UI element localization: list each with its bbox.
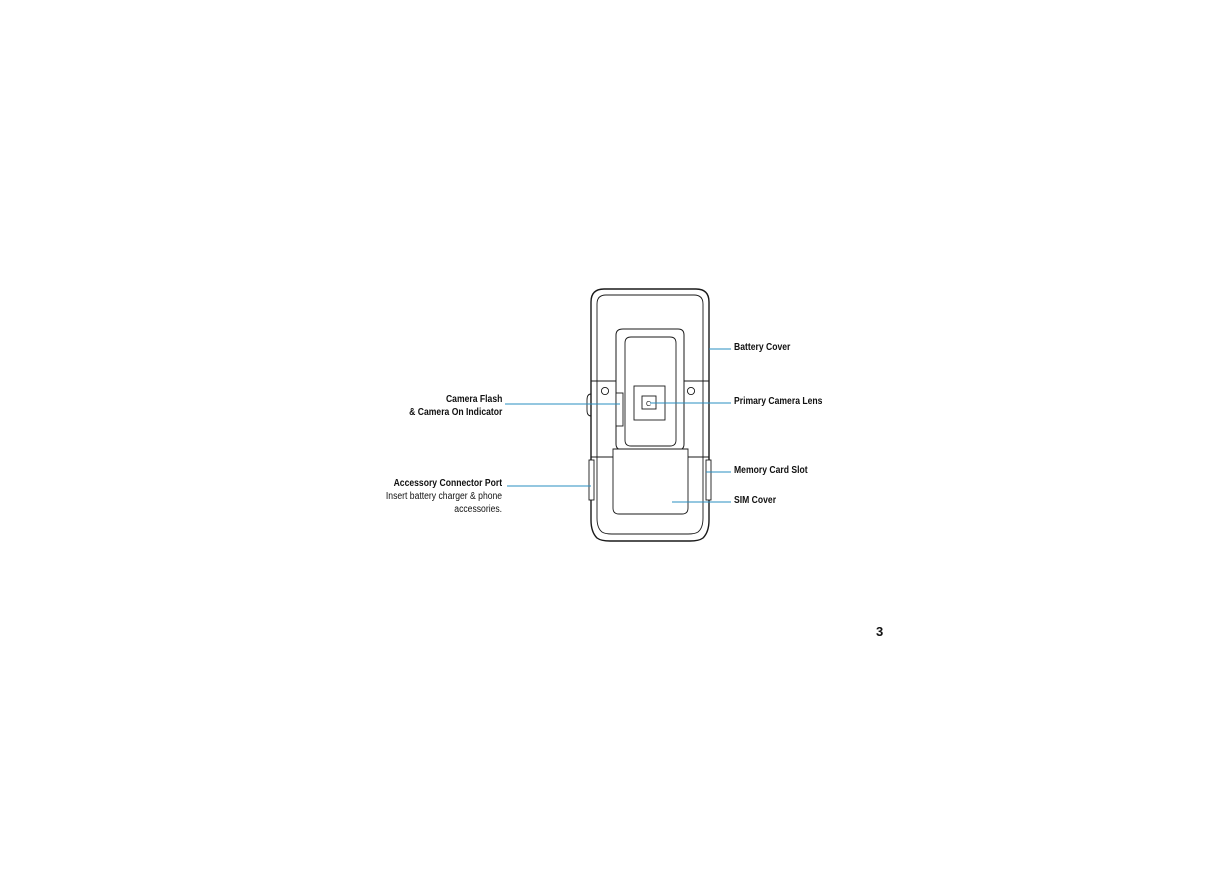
accessory-port-title: Accessory Connector Port: [393, 478, 502, 489]
label-primary-camera-lens: [734, 395, 837, 408]
label-camera-flash: [394, 393, 502, 419]
label-sim-cover: [734, 494, 783, 507]
sim-cover-outline: [613, 449, 688, 514]
screw-right: [687, 387, 694, 394]
screw-left: [601, 387, 608, 394]
primary-camera-lens-text: Primary Camera Lens: [734, 396, 823, 407]
battery-cover-text: Battery Cover: [734, 342, 791, 353]
page-number: 3: [876, 624, 884, 639]
memory-card-slot-text: Memory Card Slot: [734, 465, 808, 476]
sim-cover-text: SIM Cover: [734, 495, 777, 506]
accessory-port-desc-line1: Insert battery charger & phone: [385, 491, 502, 502]
accessory-port-desc-line2: accessories.: [454, 504, 502, 515]
label-memory-card-slot: [734, 464, 820, 477]
camera-lens-mark: C: [646, 401, 652, 408]
accessory-port: [589, 460, 594, 500]
camera-flash-text-line1: Camera Flash: [445, 394, 502, 405]
camera-flash: [616, 393, 623, 426]
label-accessory-connector-port: [367, 477, 502, 516]
label-battery-cover: [734, 341, 800, 354]
memory-card-slot-shape: [706, 460, 711, 500]
camera-flash-text-line2: & Camera On Indicator: [408, 407, 502, 418]
